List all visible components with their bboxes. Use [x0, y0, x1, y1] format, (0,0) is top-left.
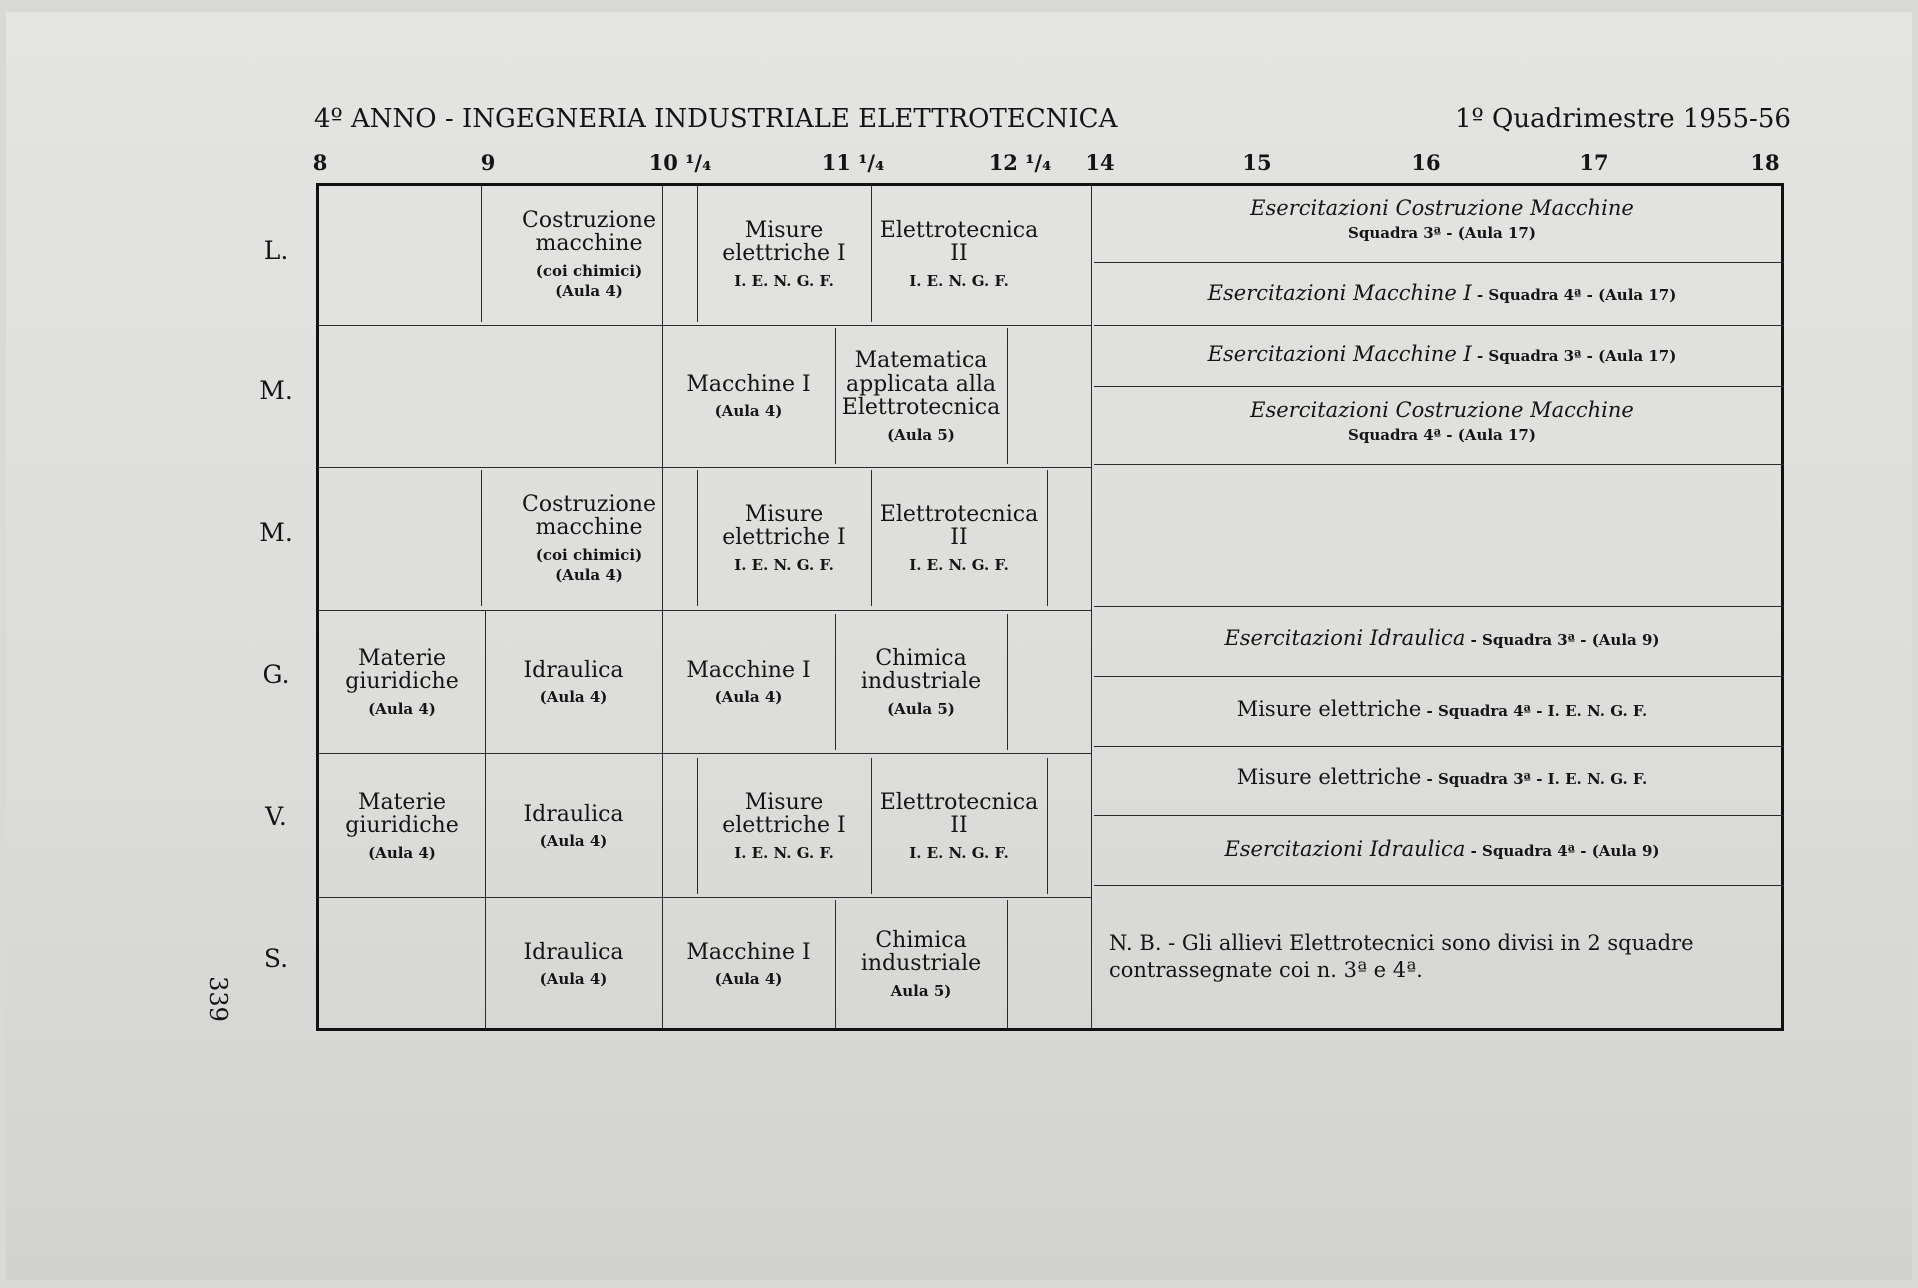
class-cell — [697, 470, 871, 606]
room-label: (Aula 4) — [539, 832, 608, 851]
class-cell — [485, 900, 662, 1028]
room-label: (Aula 5) — [887, 700, 955, 719]
subject-name: Misure elettriche I — [722, 217, 846, 267]
hour-label: 18 — [1750, 150, 1780, 175]
class-cell — [871, 470, 1047, 606]
row-line — [1094, 262, 1784, 263]
class-cell — [662, 900, 835, 1028]
afternoon-session — [1094, 342, 1790, 366]
session-detail: Squadra 3ª - (Aula 17) — [1348, 224, 1536, 242]
class-cell — [481, 186, 697, 322]
session-detail: - Squadra 3ª - I. E. N. G. F. — [1421, 770, 1648, 788]
divider — [1007, 900, 1008, 1028]
subject-name: Macchine I — [686, 939, 811, 965]
divider — [1047, 470, 1048, 606]
row-line — [319, 897, 1091, 898]
divider — [1047, 758, 1048, 894]
subject-name: Materie giuridiche — [345, 789, 459, 839]
session-title: Esercitazioni Idraulica — [1224, 837, 1466, 861]
room-label: (Aula 5) — [887, 426, 955, 445]
row-line — [1094, 885, 1784, 886]
room-label: I. E. N. G. F. — [734, 556, 834, 575]
subject-name: Chimica industriale — [860, 927, 982, 977]
class-cell — [662, 328, 835, 464]
day-label: G. — [262, 660, 290, 689]
day-label: L. — [263, 236, 289, 265]
room-label: (Aula 4) — [368, 844, 436, 863]
class-cell — [481, 470, 697, 606]
class-cell — [871, 758, 1047, 894]
session-title: Esercitazioni Idraulica — [1224, 626, 1466, 650]
row-line — [1094, 606, 1784, 607]
class-cell — [697, 186, 871, 322]
class-cell — [835, 614, 1007, 750]
row-line — [1094, 746, 1784, 747]
subject-name: Elettrotecnica II — [879, 789, 1039, 839]
room-label: I. E. N. G. F. — [909, 556, 1009, 575]
row-line — [1094, 464, 1784, 465]
session-title: Esercitazioni Macchine I — [1207, 342, 1472, 366]
afternoon-session — [1094, 837, 1790, 861]
afternoon-session — [1094, 697, 1790, 721]
room-label: I. E. N. G. F. — [909, 844, 1009, 863]
row-line — [1094, 676, 1784, 677]
divider — [1091, 186, 1092, 1028]
row-line — [319, 610, 1091, 611]
divider — [1007, 328, 1008, 464]
room-label: (Aula 4) — [555, 282, 623, 301]
divider — [1007, 614, 1008, 750]
subject-name: Costruzione macchine — [522, 491, 656, 541]
afternoon-session — [1094, 398, 1790, 444]
hour-label: 14 — [1085, 150, 1115, 175]
subject-name: Macchine I — [686, 657, 811, 683]
day-label: M. — [259, 518, 293, 547]
hour-label: 12 ¹/₄ — [988, 150, 1052, 175]
afternoon-session — [1094, 626, 1790, 650]
room-label: (Aula 4) — [368, 700, 436, 719]
session-detail: - Squadra 4ª - (Aula 17) — [1471, 286, 1677, 304]
subject-name: Macchine I — [686, 371, 811, 397]
hour-label: 15 — [1242, 150, 1272, 175]
hour-label: 17 — [1579, 150, 1609, 175]
day-label: M. — [259, 376, 293, 405]
row-line — [1094, 815, 1784, 816]
subject-name: Chimica industriale — [860, 645, 982, 695]
timetable-grid — [316, 183, 1784, 1031]
term-label: 1º Quadrimestre 1955-56 — [1455, 104, 1791, 134]
class-cell — [871, 186, 1047, 322]
session-title: Esercitazioni Macchine I — [1207, 281, 1472, 305]
afternoon-session — [1094, 281, 1790, 305]
session-title: Misure elettriche — [1236, 765, 1422, 789]
hour-label: 10 ¹/₄ — [648, 150, 712, 175]
session-title: Misure elettriche — [1236, 697, 1422, 721]
row-line — [319, 753, 1091, 754]
room-label: (Aula 4) — [555, 566, 623, 585]
room-label: I. E. N. G. F. — [909, 272, 1009, 291]
hour-label: 9 — [480, 150, 496, 175]
hour-label: 8 — [312, 150, 328, 175]
row-line — [319, 325, 1091, 326]
row-line — [1094, 325, 1784, 326]
hour-label: 11 ¹/₄ — [821, 150, 885, 175]
room-label: I. E. N. G. F. — [734, 272, 834, 291]
room-label: (Aula 4) — [539, 970, 608, 989]
subject-name: Idraulica — [523, 939, 624, 965]
session-detail: - Squadra 4ª - (Aula 9) — [1465, 842, 1660, 860]
subject-name: Matematica applicata alla Elettrotecnica — [841, 347, 1001, 421]
subject-name: Misure elettriche I — [722, 789, 846, 839]
hour-label: 16 — [1411, 150, 1441, 175]
subject-name: Idraulica — [523, 657, 624, 683]
page-title: 4º ANNO - INGEGNERIA INDUSTRIALE ELETTROTECNICA — [314, 104, 1118, 134]
day-label: V. — [265, 802, 287, 831]
page-number: 339 — [203, 976, 232, 1022]
session-detail: - Squadra 3ª - (Aula 9) — [1465, 631, 1660, 649]
room-label: (Aula 4) — [539, 688, 608, 707]
room-label: I. E. N. G. F. — [734, 844, 834, 863]
class-cell — [319, 614, 485, 750]
subject-name: Idraulica — [523, 801, 624, 827]
class-cell — [485, 758, 662, 894]
row-line — [1094, 386, 1784, 387]
class-cell — [662, 614, 835, 750]
row-line — [319, 467, 1091, 468]
class-note: (coi chimici) — [535, 262, 643, 281]
class-cell — [697, 758, 871, 894]
footnote: N. B. - Gli allievi Elettrotecnici sono divisi in 2 squadre contrassegnate coi n. 3ª e 4ª. — [1109, 931, 1694, 983]
day-label: S. — [263, 944, 289, 973]
class-cell — [835, 328, 1007, 464]
class-cell — [835, 900, 1007, 1028]
session-detail: - Squadra 3ª - (Aula 17) — [1471, 347, 1677, 365]
session-title: Esercitazioni Costruzione Macchine — [1250, 196, 1634, 220]
afternoon-session — [1094, 196, 1790, 242]
room-label: (Aula 4) — [714, 688, 783, 707]
class-note: (coi chimici) — [535, 546, 643, 565]
subject-name: Misure elettriche I — [722, 501, 846, 551]
subject-name: Elettrotecnica II — [879, 501, 1039, 551]
session-detail: Squadra 4ª - (Aula 17) — [1348, 426, 1536, 444]
class-cell — [319, 758, 485, 894]
subject-name: Materie giuridiche — [345, 645, 459, 695]
session-title: Esercitazioni Costruzione Macchine — [1250, 398, 1634, 422]
class-cell — [485, 614, 662, 750]
room-label: Aula 5) — [890, 982, 952, 1001]
subject-name: Elettrotecnica II — [879, 217, 1039, 267]
subject-name: Costruzione macchine — [522, 207, 656, 257]
afternoon-session — [1094, 765, 1790, 789]
room-label: (Aula 4) — [714, 970, 783, 989]
room-label: (Aula 4) — [714, 402, 783, 421]
session-detail: - Squadra 4ª - I. E. N. G. F. — [1421, 702, 1648, 720]
